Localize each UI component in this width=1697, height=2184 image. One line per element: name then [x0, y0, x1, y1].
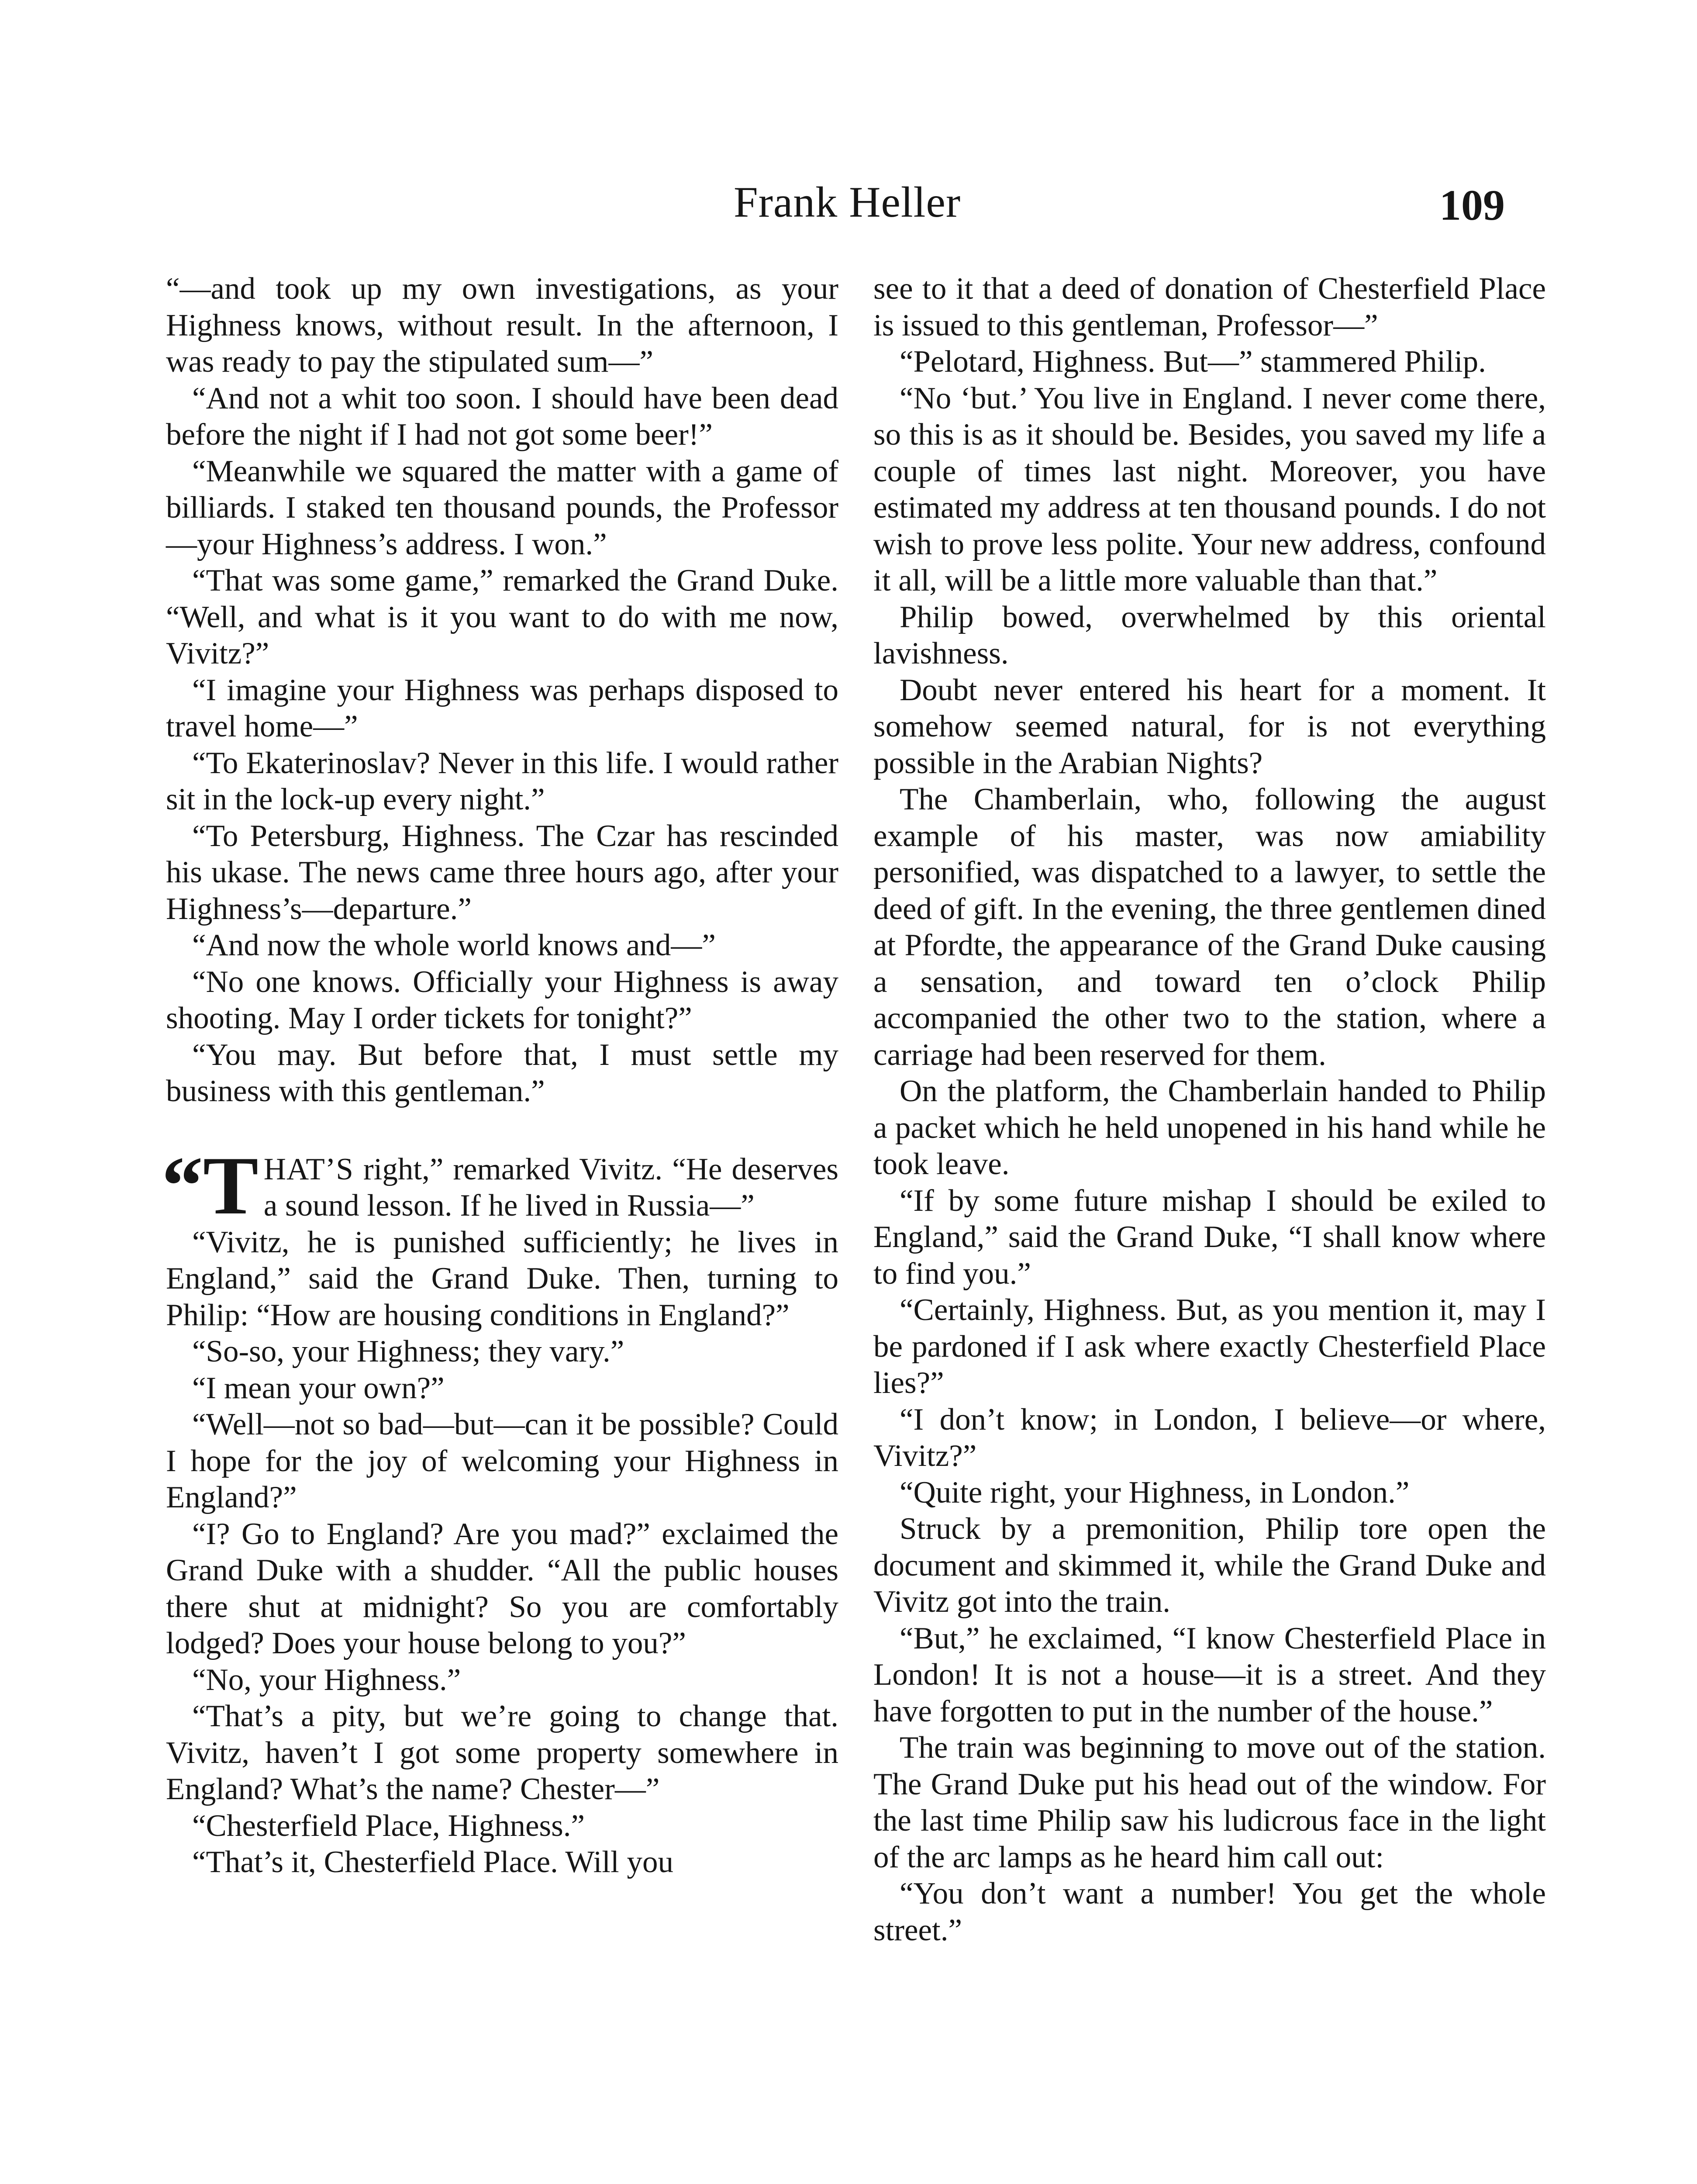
- dropcap-paragraph: [162, 1140, 838, 1232]
- paragraph: “To Ekaterinoslav? Never in this life. I would rather sit in the lock-up every night.”: [166, 746, 838, 816]
- paragraph: “So-so, your Highness; they vary.”: [192, 1334, 624, 1368]
- paragraph: Doubt never entered his heart for a moment. It somehow seemed natural, for is not everything possible in the Arabian Nights?: [873, 673, 1546, 780]
- paragraph: On the platform, the Chamberlain handed to Philip a packet which he held unopened in his hand while he took leave.: [873, 1074, 1546, 1181]
- running-title: Frank Heller: [734, 178, 961, 226]
- drop-cap-letter: T: [203, 1140, 259, 1232]
- paragraph: “To Petersburg, Highness. The Czar has rescinded his ukase. The news came three hours ago, after your Highness’s—departure.”: [166, 819, 838, 926]
- drop-cap-rest: right,” remarked Vivitz. “He deserves a sound lesson. If he lived in Russia—”: [263, 1152, 838, 1223]
- paragraph: “—and took up my own investigations, as your Highness knows, without result. In the afternoon, I was ready to pay the stipulated sum—”: [166, 272, 838, 379]
- paragraph: “No ‘but.’ You live in England. I never come there, so this is as it should be. Besides, you saved my life a couple of times last night. Moreover, you have estimated my address at ten thousand pounds. I do not wish to prove less polite. Your new address, confound it all, will be a little more valuable than that.”: [873, 381, 1546, 598]
- drop-cap: [162, 1140, 259, 1232]
- paragraph: “I mean your own?”: [192, 1371, 445, 1405]
- paragraph: Philip bowed, overwhelmed by this oriental lavishness.: [873, 600, 1546, 670]
- paragraph: “Pelotard, Highness. But—” stammered Philip.: [900, 345, 1486, 379]
- paragraph: “Chesterfield Place, Highness.”: [192, 1808, 585, 1843]
- paragraph: see to it that a deed of donation of Chesterfield Place is issued to this gentleman, Professor—”: [873, 272, 1546, 342]
- paragraph: “And now the whole world knows and—”: [192, 928, 716, 962]
- paragraph: “That’s it, Chesterfield Place. Will you: [192, 1845, 673, 1879]
- left-column: [162, 271, 838, 1881]
- paragraph: “No, your Highness.”: [192, 1662, 461, 1697]
- paragraph: “Well—not so bad—but—can it be possible? Could I hope for the joy of welcoming your Highness in England?”: [166, 1407, 838, 1514]
- paragraph: The Chamberlain, who, following the august example of his master, was now amiability personified, was dispatched to a lawyer, to settle the deed of gift. In the evening, the three gentlemen dined at Pfordte, the appearance of the Grand Duke causing a sensation, and toward ten o’clock Philip accompanied the other two to the station, where a carriage had been reserved for them.: [873, 782, 1546, 1072]
- paragraph: “Quite right, your Highness, in London.”: [900, 1475, 1410, 1510]
- paragraph: “I imagine your Highness was perhaps disposed to travel home—”: [166, 673, 838, 743]
- section-break: [166, 1110, 838, 1151]
- paragraph: “That was some game,” remarked the Grand Duke. “Well, and what is it you want to do with me now, Vivitz?”: [166, 563, 838, 670]
- paragraph: “That’s a pity, but we’re going to change that. Vivitz, haven’t I got some property somewhere in England? What’s the name? Chester—”: [166, 1699, 838, 1806]
- paragraph: “And not a whit too soon. I should have been dead before the night if I had not got some beer!”: [166, 381, 838, 452]
- paragraph: “Vivitz, he is punished sufficiently; he lives in England,” said the Grand Duke. Then, turning to Philip: “How are housing conditions in England?”: [166, 1225, 838, 1332]
- paragraph: “If by some future mishap I should be exiled to England,” said the Grand Duke, “I shall know where to find you.”: [873, 1183, 1546, 1291]
- paragraph: “No one knows. Officially your Highness is away shooting. May I order tickets for tonight?”: [166, 964, 838, 1035]
- paragraph: Struck by a premonition, Philip tore open the document and skimmed it, while the Grand Duke and Vivitz got into the train.: [873, 1512, 1546, 1619]
- paragraph: “I? Go to England? Are you mad?” exclaimed the Grand Duke with a shudder. “All the public houses there shut at midnight? So you are comfortably lodged? Does your house belong to you?”: [166, 1517, 838, 1660]
- paragraph: The train was beginning to move out of the station. The Grand Duke put his head out of the window. For the last time Philip saw his ludicrous face in the light of the arc lamps as he heard him call out:: [873, 1731, 1546, 1874]
- paragraph: “I don’t know; in London, I believe—or where, Vivitz?”: [873, 1402, 1546, 1473]
- paragraph: “You don’t want a number! You get the whole street.”: [873, 1876, 1546, 1947]
- paragraph: “Meanwhile we squared the matter with a game of billiards. I staked ten thousand pounds, the Professor—your Highness’s address. I won.”: [166, 454, 838, 561]
- paragraph: “Certainly, Highness. But, as you mention it, may I be pardoned if I ask where exactly Chesterfield Place lies?”: [873, 1293, 1546, 1400]
- drop-cap-smallcaps: HAT’S: [263, 1152, 354, 1186]
- paragraph: “You may. But before that, I must settle my business with this gentleman.”: [166, 1037, 838, 1108]
- paragraph: “But,” he exclaimed, “I know Chesterfield Place in London! It is not a house—it is a street. And they have forgotten to put in the number of the house.”: [873, 1621, 1546, 1728]
- drop-cap-quote: “: [162, 1140, 203, 1232]
- right-column: [873, 271, 1546, 1949]
- page-number: 109: [1439, 181, 1505, 229]
